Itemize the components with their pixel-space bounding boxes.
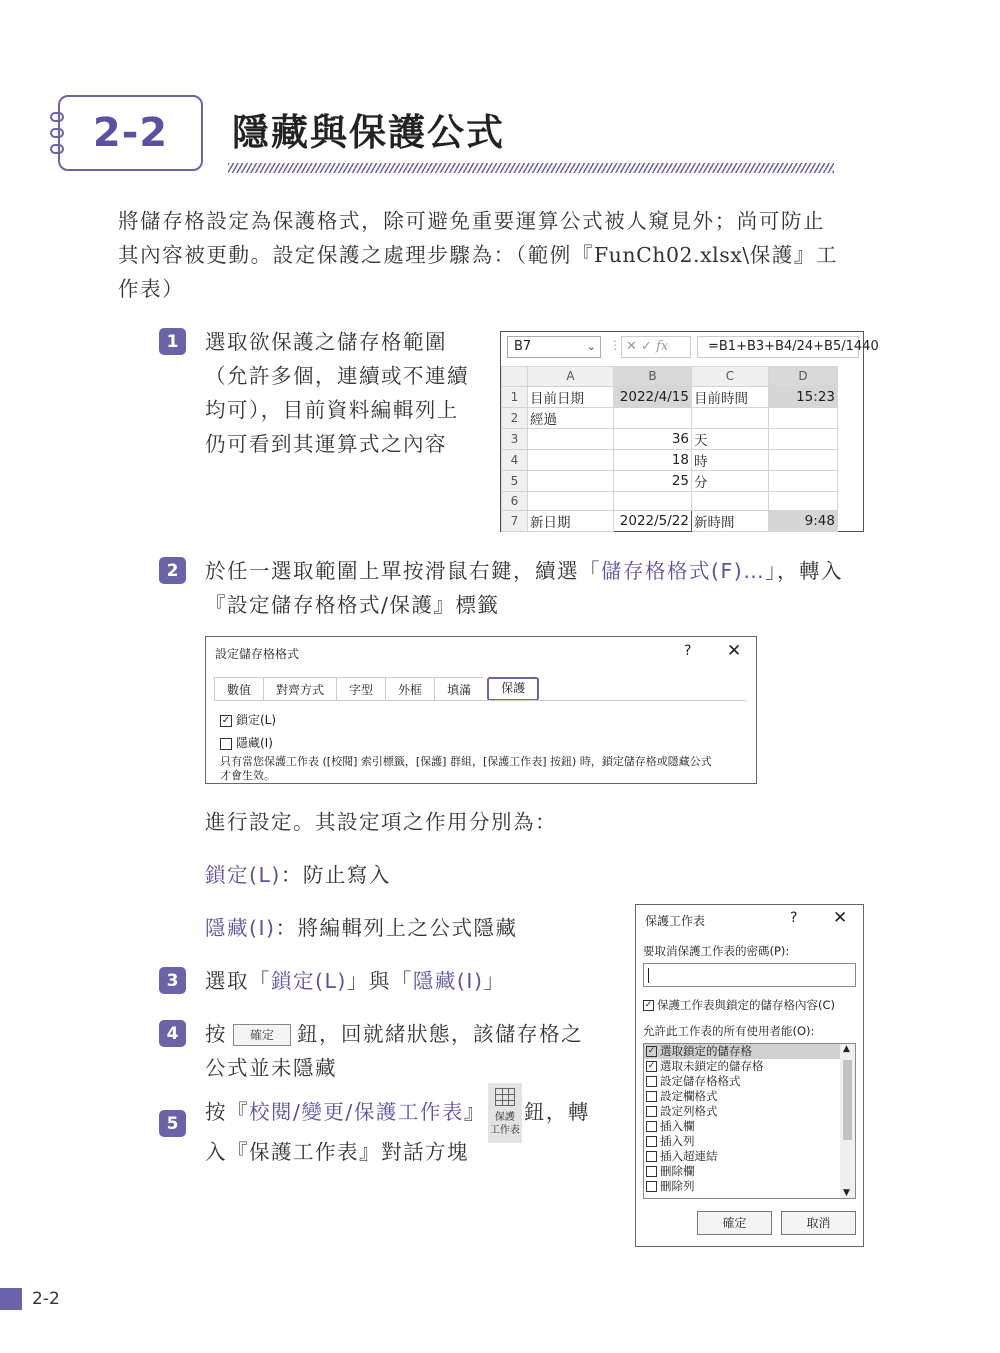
step-5-badge: 5 xyxy=(159,1110,186,1137)
close-icon[interactable]: ✕ xyxy=(833,908,848,928)
section-number: 2-2 xyxy=(58,95,203,171)
ok-button[interactable]: 確定 xyxy=(697,1211,772,1235)
row-header[interactable]: 3 xyxy=(502,428,528,449)
ok-button-icon: 確定 xyxy=(233,1024,291,1046)
list-item[interactable]: 設定儲存格格式 xyxy=(644,1074,855,1089)
protect-content-option[interactable]: ✓ 保護工作表與鎖定的儲存格內容(C) xyxy=(644,998,836,1012)
row-header[interactable]: 5 xyxy=(502,470,528,491)
cancel-icon[interactable]: ✕ xyxy=(626,339,637,354)
cell[interactable] xyxy=(528,428,614,449)
section-title: 隱藏與保護公式 xyxy=(232,111,505,154)
cell[interactable]: 新日期 xyxy=(528,511,614,532)
cell[interactable] xyxy=(769,491,838,511)
tab-bar xyxy=(214,677,539,701)
formula-icons xyxy=(621,336,691,358)
intro-paragraph: 將儲存格設定為保護格式，除可避免重要運算公式被人窺見外；尚可防止 其內容被更動。設定保護之處理步驟為：（範例『FunCh02.xlsx\保護』工 作表） xyxy=(118,209,839,301)
list-item[interactable]: 設定列格式 xyxy=(644,1104,855,1119)
chevron-up-icon[interactable]: ▲ xyxy=(843,1044,850,1054)
cell[interactable] xyxy=(692,491,769,511)
active-cell[interactable]: 2022/5/22 xyxy=(614,511,692,532)
cancel-button[interactable]: 取消 xyxy=(781,1211,856,1235)
hidden-checkbox[interactable] xyxy=(220,738,232,750)
cell[interactable]: 經過 xyxy=(528,407,614,428)
col-header[interactable]: B xyxy=(614,367,692,387)
dialog-title: 保護工作表 xyxy=(645,914,706,928)
check-icon[interactable]: ✓ xyxy=(641,339,652,354)
cell[interactable]: 目前日期 xyxy=(528,386,614,407)
corner-cell[interactable] xyxy=(502,367,528,387)
cell[interactable]: 15:23 xyxy=(769,386,838,407)
col-header[interactable]: A xyxy=(528,367,614,387)
hidden-option[interactable]: 隱藏(I) xyxy=(220,734,273,751)
sheet-grid xyxy=(501,366,838,532)
tab-fill[interactable]: 填滿 xyxy=(434,677,483,701)
cell[interactable] xyxy=(769,449,838,470)
list-item[interactable]: ✓ 選取未鎖定的儲存格 xyxy=(647,1059,764,1073)
step-2-text: 於任一選取範圍上單按滑鼠右鍵，續選「儲存格格式(F)…」，轉入 『設定儲存格格式/保護』標籤 xyxy=(205,559,844,617)
col-header[interactable]: D xyxy=(769,367,838,387)
scrollbar-thumb[interactable] xyxy=(843,1060,852,1140)
list-item[interactable]: 刪除列 xyxy=(644,1179,855,1194)
cell[interactable] xyxy=(528,449,614,470)
cell[interactable] xyxy=(614,491,692,511)
cell[interactable]: 9:48 xyxy=(769,511,838,532)
cell[interactable] xyxy=(528,491,614,511)
protect-content-checkbox[interactable]: ✓ xyxy=(644,1000,653,1010)
help-icon[interactable]: ? xyxy=(684,643,692,659)
password-input[interactable] xyxy=(643,963,856,987)
row-header[interactable]: 2 xyxy=(502,407,528,428)
close-icon[interactable]: ✕ xyxy=(727,641,742,661)
row-header[interactable]: 6 xyxy=(502,491,528,511)
cell[interactable] xyxy=(769,407,838,428)
protect-sheet-dialog xyxy=(635,904,864,1247)
step-4-text: 按 確定 鈕，回就緒狀態，該儲存格之 公式並未隱藏 xyxy=(205,1022,583,1080)
step-5-text: 按『校閱/變更/保護工作表』 保護 工作表 鈕，轉 入『保護工作表』對話方塊 xyxy=(205,1077,615,1169)
chevron-down-icon: ⌄ xyxy=(586,340,596,353)
formula-input[interactable]: =B1+B3+B4/24+B5/1440 xyxy=(697,336,859,358)
locked-description: 鎖定(L)：防止寫入 xyxy=(205,863,391,887)
help-icon[interactable]: ? xyxy=(790,910,798,926)
dialog-title: 設定儲存格格式 xyxy=(215,647,300,661)
row-header[interactable]: 1 xyxy=(502,386,528,407)
step-3-text: 選取「鎖定(L)」與「隱藏(I)」 xyxy=(205,969,506,993)
password-label: 要取消保護工作表的密碼(P): xyxy=(643,944,790,958)
step-2-badge: 2 xyxy=(159,557,186,584)
cell[interactable] xyxy=(692,407,769,428)
hidden-description: 隱藏(I)：將編輯列上之公式隱藏 xyxy=(205,916,518,940)
cell[interactable] xyxy=(528,470,614,491)
cell[interactable] xyxy=(769,428,838,449)
step-4-badge: 4 xyxy=(159,1020,186,1047)
list-item[interactable]: 刪除欄 xyxy=(644,1164,855,1179)
title-underline xyxy=(228,163,834,173)
tab-border[interactable]: 外框 xyxy=(385,677,434,701)
locked-checkbox[interactable]: ✓ xyxy=(221,714,231,726)
row-header[interactable]: 4 xyxy=(502,449,528,470)
cell[interactable]: 36 xyxy=(614,428,692,449)
name-box[interactable]: B7 ⌄ xyxy=(507,336,601,358)
list-item[interactable]: 插入欄 xyxy=(644,1119,855,1134)
page-number: 2-2 xyxy=(32,1289,60,1309)
list-item[interactable]: ✓ 選取鎖定的儲存格 xyxy=(644,1044,855,1059)
cell[interactable]: 分 xyxy=(692,470,769,491)
scrollbar[interactable] xyxy=(840,1044,855,1198)
cell[interactable]: 天 xyxy=(692,428,769,449)
cell[interactable]: 18 xyxy=(614,449,692,470)
tab-font[interactable]: 字型 xyxy=(336,677,385,701)
formula-bar xyxy=(501,332,879,362)
protection-panel xyxy=(214,700,746,782)
cell[interactable] xyxy=(614,407,692,428)
row-header[interactable]: 7 xyxy=(502,511,528,532)
settings-intro: 進行設定。其設定項之作用分別為： xyxy=(205,810,557,834)
allow-label: 允許此工作表的所有使用者能(O): xyxy=(643,1024,815,1038)
col-header[interactable]: C xyxy=(692,367,769,387)
locked-option[interactable]: ✓ 鎖定(L) xyxy=(221,713,277,727)
tab-protection[interactable]: 保護 xyxy=(487,677,539,701)
cell[interactable]: 25 xyxy=(614,470,692,491)
protection-note: 只有當您保護工作表 ([校閱] 索引標籤，[保護] 群組，[保護工作表] 按鈕) 時，鎖定儲存格或隱藏公式 才會生效。 xyxy=(220,755,712,782)
cell[interactable]: 目前時間 xyxy=(692,386,769,407)
cell[interactable]: 時 xyxy=(692,449,769,470)
step-3-badge: 3 xyxy=(159,967,186,994)
tab-alignment[interactable]: 對齊方式 xyxy=(263,677,336,701)
function-icon[interactable]: fx xyxy=(656,339,669,354)
list-item[interactable]: 設定欄格式 xyxy=(644,1089,855,1104)
permissions-list[interactable] xyxy=(643,1043,856,1199)
protect-sheet-icon: 保護 工作表 xyxy=(488,1083,522,1143)
step-1-badge: 1 xyxy=(159,328,186,355)
more-icon: ⋮ xyxy=(609,338,621,352)
format-cells-dialog xyxy=(205,636,757,784)
list-item[interactable]: 插入超連結 xyxy=(644,1149,855,1164)
step-1-text: 選取欲保護之儲存格範圍 （允許多個，連續或不連續 均可），目前資料編輯列上 仍可看到其運算式之內容 xyxy=(205,330,469,456)
chevron-down-icon[interactable]: ▼ xyxy=(843,1188,850,1198)
tab-number[interactable]: 數值 xyxy=(214,677,263,701)
cell[interactable] xyxy=(769,470,838,491)
page-marker xyxy=(0,1288,22,1310)
cell[interactable]: 2022/4/15 xyxy=(614,386,692,407)
cell[interactable]: 新時間 xyxy=(692,511,769,532)
excel-screenshot xyxy=(500,331,879,532)
list-item[interactable]: 插入列 xyxy=(644,1134,855,1149)
